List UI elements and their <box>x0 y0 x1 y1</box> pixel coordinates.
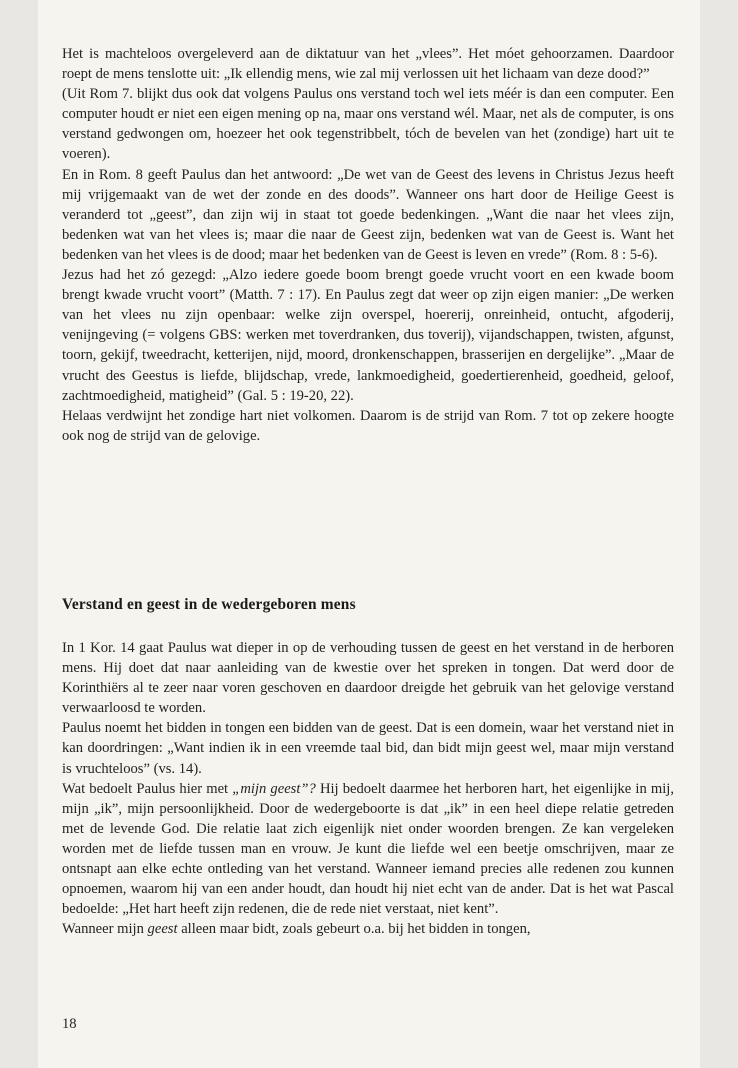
italic-text: „mijn geest”? <box>232 780 316 797</box>
paragraph: Jezus had het zó gezegd: „Alzo iedere goede boom brengt goede vrucht voort en een kwade boom brengt kwade vrucht voort” (Matth. 7 : 17). En Paulus zegt dat weer op zijn eigen manier: „De werken van het vlees nu zijn openbaar: welke zijn overspel, hoererij, onreinheid, ontucht, afgoderij, venijngeving (= volgens GBS: werken met toverdranken, dus toverij), vijandschappen, twisten, afgunst, toorn, gekijf, tweedracht, ketterijen, nijd, moord, dronkenschappen, brasserijen en dergelijke”. „Maar de vrucht des Geestus is liefde, blijdschap, vrede, lankmoedigheid, goedertierenheid, goedheid, geloof, zachtmoedigheid, matigheid” (Gal. 5 : 19-20, 22). <box>62 267 674 404</box>
body-text-section-2 <box>62 638 674 939</box>
paragraph <box>62 919 674 939</box>
text-run: Hij bedoelt daarmee het herboren hart, het eigenlijke in mij, mijn „ik”, mijn persoonlijkheid. Door de wedergeboorte is dat „ik” in een heel diepe relatie getreden met de levende God. Die relatie laat zich eigenlijk niet onder woorden brengen. Ze kan vergeleken worden met de liefde tussen man en vrouw. Je kunt die liefde wel een beetje omschrijven, maar ze ontsnapt aan elke echte ontleding van het verstand. Wanneer iemand precies alle redenen zou kunnen opnoemen, waarom hij van een ander houdt, dan houdt hij niet echt van de ander. Dat is het wat Pascal bedoelde: „Het hart heeft zijn redenen, die de rede niet verstaat, niet kent”. <box>62 780 674 918</box>
body-text-section-1 <box>62 44 674 446</box>
page-number: 18 <box>62 1016 77 1032</box>
paragraph: Het is machteloos overgeleverd aan de diktatuur van het „vlees”. Het móet gehoorzamen. Daardoor roept de mens tenslotte uit: „Ik ellendig mens, wie zal mij verlossen uit het lichaam van deze dood?” <box>62 46 674 83</box>
paragraph: Helaas verdwijnt het zondige hart niet volkomen. Daarom is de strijd van Rom. 7 tot op zekere hoogte ook nog de strijd van de gelovige. <box>62 407 674 444</box>
paragraph: Paulus noemt het bidden in tongen een bidden van de geest. Dat is een domein, waar het verstand niet in kan doordringen: „Want indien ik in een vreemde taal bid, dan bidt mijn geest wel, maar mijn verstand is vruchteloos” (vs. 14). <box>62 720 674 777</box>
text-run: alleen maar bidt, zoals gebeurt o.a. bij het bidden in tongen, <box>177 921 531 938</box>
paragraph: In 1 Kor. 14 gaat Paulus wat dieper in op de verhouding tussen de geest en het verstand in de herboren mens. Hij doet dat naar aanleiding van de kwestie over het spreken in tongen. Dat werd door de Korinthiërs al te zeer naar voren geschoven en daardoor dreigde het gebruik van het gelovige verstand verwaarloosd te worden. <box>62 640 674 717</box>
text-run: Wat bedoelt Paulus hier met <box>62 780 233 797</box>
paragraph: (Uit Rom 7. blijkt dus ook dat volgens Paulus ons verstand toch wel iets méér is dan een computer. Een computer houdt er niet een eigen mening op na, maar ons verstand wél. Maar, net als de computer, is ons verstand gedwongen om, hoezeer het ook tegenstribbelt, tóch de bevelen van het (zondige) hart uit te voeren). <box>62 86 674 163</box>
text-run: Wanneer mijn <box>62 921 148 938</box>
section-heading: Verstand en geest in de wedergeboren mens <box>62 596 356 613</box>
paragraph <box>62 779 674 920</box>
book-page <box>38 0 700 1068</box>
paragraph: En in Rom. 8 geeft Paulus dan het antwoord: „De wet van de Geest des levens in Christus Jezus heeft mij vrijgemaakt van de wet der zonde en des doods”. Wanneer ons hart door de Heilige Geest is veranderd tot „geest”, dan zijn wij in staat tot goede bedenkingen. „Want die naar het vlees zijn, bedenken wat van het vlees is; maar die naar de Geest zijn, bedenken wat van de Geest is. Want het bedenken van het vlees is de dood; maar het bedenken van de Geest is leven en vrede” (Rom. 8 : 5-6). <box>62 166 674 263</box>
italic-text: geest <box>147 921 178 938</box>
